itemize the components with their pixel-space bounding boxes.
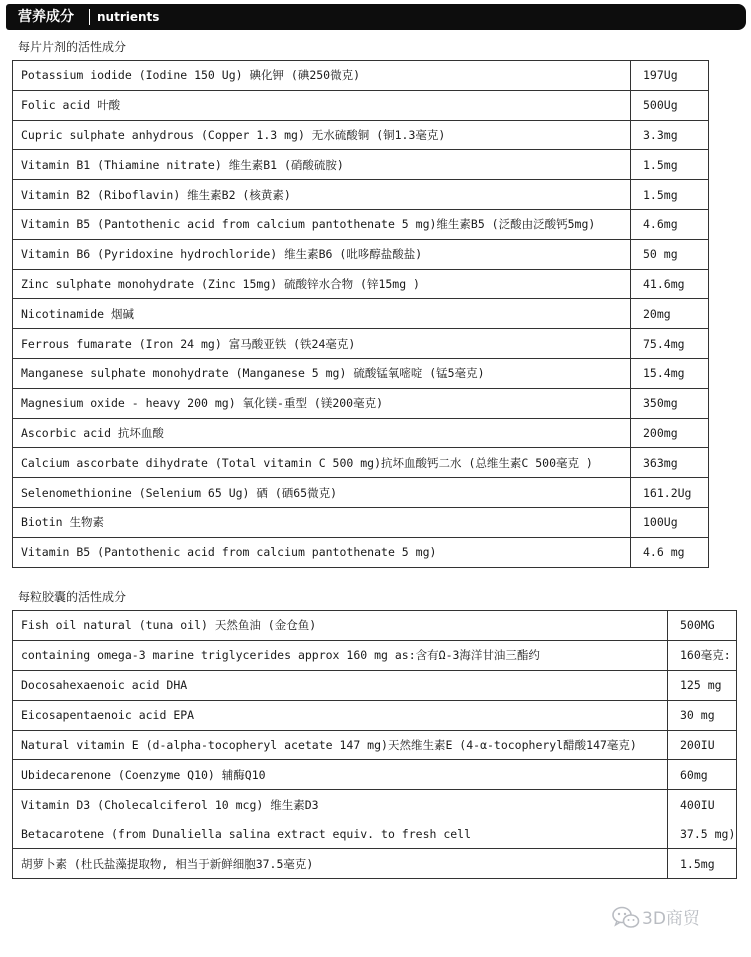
ingredient-amount: 400IU (668, 790, 737, 819)
ingredient-amount: 125 mg (668, 670, 737, 700)
ingredient-name: Natural vitamin E (d-alpha-tocopheryl acetate 147 mg)天然维生素E (4-α-tocopheryl醋酸147毫克) (13, 730, 668, 760)
ingredient-name: Cupric sulphate anhydrous (Copper 1.3 mg) 无水硫酸铜 (铜1.3毫克) (13, 120, 631, 150)
table-row (13, 611, 737, 641)
ingredient-amount: 75.4mg (631, 329, 709, 359)
tablet-section-title: 每片片剂的活性成分 (18, 40, 127, 54)
ingredient-name: 胡萝卜素 (杜氏盐藻提取物, 相当于新鲜细胞37.5毫克) (13, 849, 668, 879)
ingredient-name: Vitamin B5 (Pantothenic acid from calcium pantothenate 5 mg)维生素B5 (泛酸由泛酸钙5mg) (13, 209, 631, 239)
ingredient-name: Ferrous fumarate (Iron 24 mg) 富马酸亚铁 (铁24毫克) (13, 329, 631, 359)
table-row (13, 418, 709, 448)
table-row (13, 448, 709, 478)
header-divider (89, 9, 90, 25)
ingredient-name: Vitamin B2 (Riboflavin) 维生素B2 (核黄素) (13, 180, 631, 210)
table-row (13, 849, 737, 879)
ingredient-amount: 1.5mg (631, 180, 709, 210)
table-row (13, 700, 737, 730)
table-row (13, 180, 709, 210)
ingredient-name: Eicosapentaenoic acid EPA (13, 700, 668, 730)
ingredient-name: Vitamin B1 (Thiamine nitrate) 维生素B1 (硝酸硫胺) (13, 150, 631, 180)
ingredient-amount: 20mg (631, 299, 709, 329)
ingredient-name: Calcium ascorbate dihydrate (Total vitamin C 500 mg)抗坏血酸钙二水 (总维生素C 500毫克 ) (13, 448, 631, 478)
tablet-ingredients-table (12, 60, 709, 568)
ingredient-name: Vitamin B6 (Pyridoxine hydrochloride) 维生素B6 (吡哆醇盐酸盐) (13, 239, 631, 269)
ingredient-amount: 30 mg (668, 700, 737, 730)
ingredient-name: Docosahexaenoic acid DHA (13, 670, 668, 700)
table-row (13, 61, 709, 91)
ingredient-amount: 1.5mg (631, 150, 709, 180)
ingredient-amount: 100Ug (631, 507, 709, 537)
ingredient-name: Ascorbic acid 抗坏血酸 (13, 418, 631, 448)
ingredient-amount: 500Ug (631, 90, 709, 120)
ingredient-name: Selenomethionine (Selenium 65 Ug) 硒 (硒65微克) (13, 478, 631, 508)
table-row (13, 537, 709, 567)
ingredient-amount: 41.6mg (631, 269, 709, 299)
ingredient-amount: 160毫克: (668, 640, 737, 670)
ingredient-amount: 363mg (631, 448, 709, 478)
ingredient-name: Fish oil natural (tuna oil) 天然鱼油 (金仓鱼) (13, 611, 668, 641)
ingredient-amount: 500MG (668, 611, 737, 641)
table-row (13, 640, 737, 670)
table-row (13, 760, 737, 790)
ingredient-name: Nicotinamide 烟碱 (13, 299, 631, 329)
table-row (13, 478, 709, 508)
table-row (13, 239, 709, 269)
table-row (13, 730, 737, 760)
ingredient-name: Vitamin D3 (Cholecalciferol 10 mcg) 维生素D3 (13, 790, 668, 819)
ingredient-name: Zinc sulphate monohydrate (Zinc 15mg) 硫酸锌水合物 (锌15mg ) (13, 269, 631, 299)
ingredient-amount: 4.6 mg (631, 537, 709, 567)
ingredient-name: Ubidecarenone (Coenzyme Q10) 辅酶Q10 (13, 760, 668, 790)
ingredient-amount: 161.2Ug (631, 478, 709, 508)
table-row (13, 120, 709, 150)
capsule-section-title: 每粒胶囊的活性成分 (18, 590, 127, 604)
ingredient-amount: 15.4mg (631, 358, 709, 388)
ingredient-name: containing omega-3 marine triglycerides approx 160 mg as:含有Ω-3海洋甘油三酯约 (13, 640, 668, 670)
ingredient-amount: 200IU (668, 730, 737, 760)
ingredient-name: Betacarotene (from Dunaliella salina extract equiv. to fresh cell (13, 819, 668, 848)
table-row (13, 299, 709, 329)
ingredient-amount: 197Ug (631, 61, 709, 91)
wechat-icon (612, 906, 640, 930)
table-row (13, 269, 709, 299)
ingredient-amount: 3.3mg (631, 120, 709, 150)
table-row (13, 388, 709, 418)
ingredient-amount: 37.5 mg) (668, 819, 737, 848)
capsule-ingredients-table (12, 610, 737, 879)
ingredient-name: Manganese sulphate monohydrate (Manganese 5 mg) 硫酸锰氧嘧啶 (锰5毫克) (13, 358, 631, 388)
ingredient-name: Folic acid 叶酸 (13, 90, 631, 120)
table-row (13, 507, 709, 537)
ingredient-amount: 50 mg (631, 239, 709, 269)
ingredient-name: Potassium iodide (Iodine 150 Ug) 碘化钾 (碘250微克) (13, 61, 631, 91)
table-row (13, 670, 737, 700)
header-bar (6, 4, 746, 30)
watermark-text: 3D商贸 (642, 909, 700, 929)
header-title-cn: 营养成分 (18, 9, 74, 25)
ingredient-amount: 60mg (668, 760, 737, 790)
ingredient-name: Vitamin B5 (Pantothenic acid from calcium pantothenate 5 mg) (13, 537, 631, 567)
ingredient-amount: 1.5mg (668, 849, 737, 879)
table-row (13, 90, 709, 120)
ingredient-name: Magnesium oxide - heavy 200 mg) 氧化镁-重型 (镁200毫克) (13, 388, 631, 418)
table-row (13, 790, 737, 819)
ingredient-amount: 4.6mg (631, 209, 709, 239)
table-row (13, 358, 709, 388)
header-title-en: nutrients (97, 10, 160, 24)
ingredient-amount: 200mg (631, 418, 709, 448)
watermark (612, 906, 742, 932)
ingredient-amount: 350mg (631, 388, 709, 418)
ingredient-name: Biotin 生物素 (13, 507, 631, 537)
table-row (13, 329, 709, 359)
table-row (13, 209, 709, 239)
table-row (13, 150, 709, 180)
table-row (13, 819, 737, 848)
